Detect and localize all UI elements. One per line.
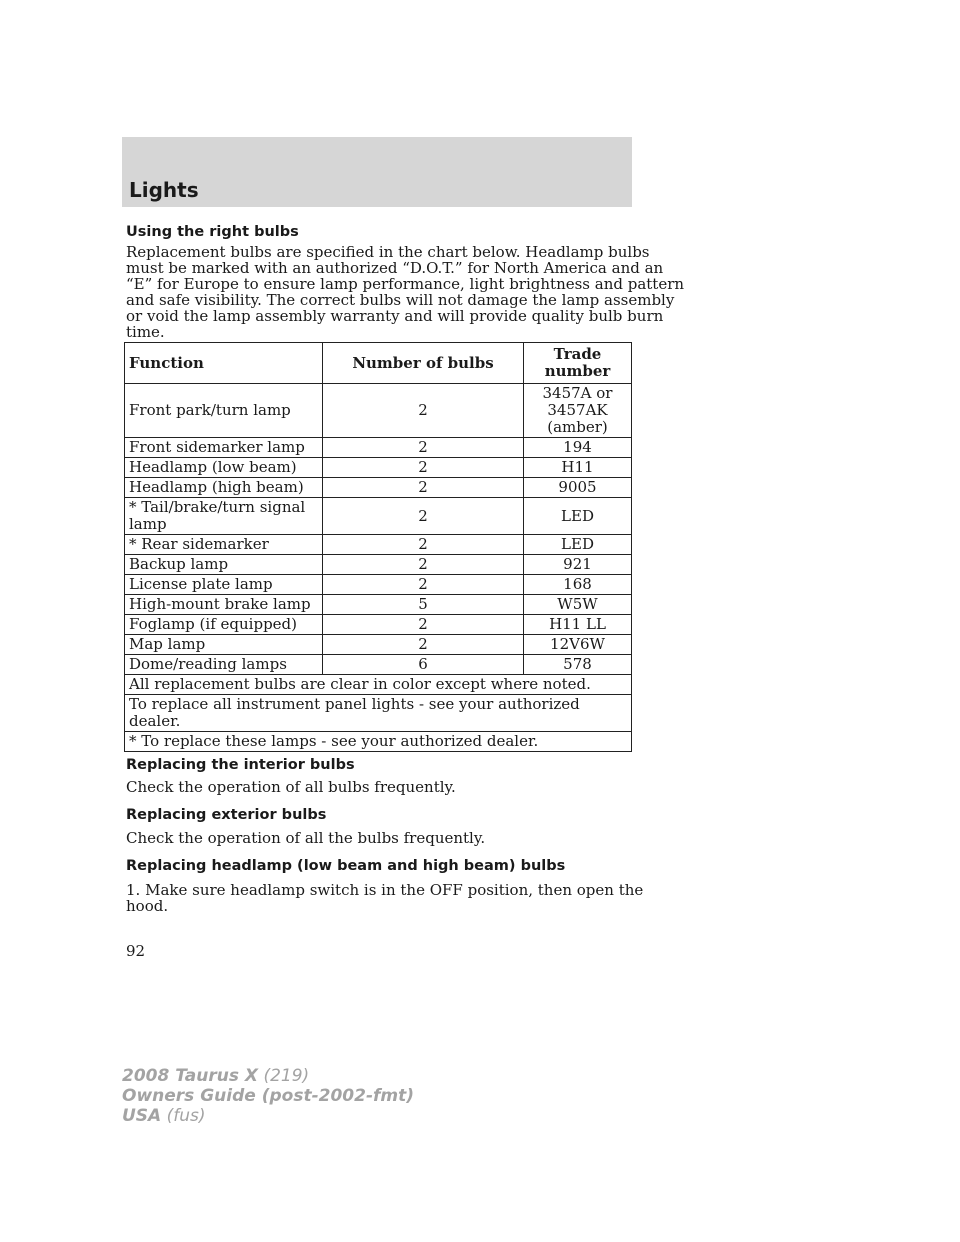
cell-count: 2 bbox=[323, 458, 524, 478]
heading-replacing-headlamp-bulbs: Replacing headlamp (low beam and high beam) bulbs bbox=[126, 858, 566, 874]
cell-trade: LED bbox=[524, 535, 632, 555]
intro-line: “E” for Europe to ensure lamp performance, light brightness and pattern bbox=[126, 275, 685, 293]
section-title: Lights bbox=[129, 178, 199, 202]
table-row bbox=[125, 438, 632, 458]
table-row bbox=[125, 595, 632, 615]
cell-trade: 921 bbox=[524, 555, 632, 575]
cell-count: 2 bbox=[323, 535, 524, 555]
cell-trade: H11 LL bbox=[524, 615, 632, 635]
step-line: 1. Make sure headlamp switch is in the OFF position, then open the bbox=[126, 881, 644, 899]
cell-count: 2 bbox=[323, 615, 524, 635]
cell-trade: W5W bbox=[524, 595, 632, 615]
table-row bbox=[125, 498, 632, 535]
column-header-function: Function bbox=[125, 343, 323, 384]
cell-function: Front park/turn lamp bbox=[125, 384, 323, 438]
table-note-row bbox=[125, 695, 632, 732]
bulb-specification-table bbox=[124, 342, 632, 752]
cell-count: 6 bbox=[323, 655, 524, 675]
cell-trade: 9005 bbox=[524, 478, 632, 498]
table-note: To replace all instrument panel lights - see your authorized dealer. bbox=[125, 695, 632, 732]
table-row bbox=[125, 458, 632, 478]
table-note: All replacement bulbs are clear in color except where noted. bbox=[125, 675, 632, 695]
cell-function: * Rear sidemarker bbox=[125, 535, 323, 555]
cell-trade: LED bbox=[524, 498, 632, 535]
cell-function: License plate lamp bbox=[125, 575, 323, 595]
table-note-row bbox=[125, 732, 632, 752]
cell-count: 2 bbox=[323, 635, 524, 655]
intro-line: and safe visibility. The correct bulbs will not damage the lamp assembly bbox=[126, 291, 675, 309]
table-row bbox=[125, 655, 632, 675]
table-note-row bbox=[125, 675, 632, 695]
footer-model-code: (219) bbox=[263, 1066, 310, 1086]
headlamp-step-paragraph bbox=[126, 881, 644, 915]
column-header-trade-number: Trade number bbox=[524, 343, 632, 384]
cell-count: 2 bbox=[323, 438, 524, 458]
table-row bbox=[125, 635, 632, 655]
cell-function: Front sidemarker lamp bbox=[125, 438, 323, 458]
heading-using-right-bulbs: Using the right bulbs bbox=[126, 224, 299, 240]
footer-line-guide bbox=[122, 1086, 414, 1106]
table-row bbox=[125, 535, 632, 555]
cell-trade: 578 bbox=[524, 655, 632, 675]
cell-count: 2 bbox=[323, 498, 524, 535]
table-row bbox=[125, 575, 632, 595]
cell-function: Dome/reading lamps bbox=[125, 655, 323, 675]
cell-function: Headlamp (low beam) bbox=[125, 458, 323, 478]
cell-count: 2 bbox=[323, 478, 524, 498]
cell-trade: 194 bbox=[524, 438, 632, 458]
step-line: hood. bbox=[126, 897, 169, 915]
cell-function: Map lamp bbox=[125, 635, 323, 655]
heading-replacing-interior-bulbs: Replacing the interior bulbs bbox=[126, 757, 355, 773]
table-header-row bbox=[125, 343, 632, 384]
intro-line: must be marked with an authorized “D.O.T.” for North America and an bbox=[126, 259, 664, 277]
heading-replacing-exterior-bulbs: Replacing exterior bulbs bbox=[126, 807, 327, 823]
exterior-bulbs-text: Check the operation of all the bulbs frequently. bbox=[126, 829, 486, 847]
footer-model: 2008 Taurus X bbox=[122, 1066, 259, 1086]
cell-trade: H11 bbox=[524, 458, 632, 478]
footer-market-code: (fus) bbox=[166, 1106, 206, 1126]
interior-bulbs-text: Check the operation of all bulbs frequently. bbox=[126, 778, 456, 796]
cell-count: 2 bbox=[323, 384, 524, 438]
column-header-number-of-bulbs: Number of bulbs bbox=[323, 343, 524, 384]
footer-guide: Owners Guide (post-2002-fmt) bbox=[122, 1086, 415, 1106]
cell-count: 2 bbox=[323, 555, 524, 575]
intro-paragraph bbox=[126, 243, 685, 341]
footer-line-model bbox=[122, 1066, 414, 1086]
table-row bbox=[125, 478, 632, 498]
table-row bbox=[125, 555, 632, 575]
cell-function: Foglamp (if equipped) bbox=[125, 615, 323, 635]
cell-function: * Tail/brake/turn signal lamp bbox=[125, 498, 323, 535]
table-note: * To replace these lamps - see your authorized dealer. bbox=[125, 732, 632, 752]
footer-market: USA bbox=[122, 1106, 162, 1126]
cell-function: High-mount brake lamp bbox=[125, 595, 323, 615]
intro-line: or void the lamp assembly warranty and will provide quality bulb burn bbox=[126, 307, 664, 325]
cell-function: Headlamp (high beam) bbox=[125, 478, 323, 498]
cell-count: 2 bbox=[323, 575, 524, 595]
cell-function: Backup lamp bbox=[125, 555, 323, 575]
document-footer bbox=[122, 1066, 414, 1126]
intro-line: time. bbox=[126, 323, 165, 341]
table-row bbox=[125, 615, 632, 635]
cell-trade: 168 bbox=[524, 575, 632, 595]
footer-line-market bbox=[122, 1106, 414, 1126]
cell-count: 5 bbox=[323, 595, 524, 615]
table-row bbox=[125, 384, 632, 438]
page-number: 92 bbox=[126, 942, 146, 960]
cell-trade: 12V6W bbox=[524, 635, 632, 655]
intro-line: Replacement bulbs are specified in the chart below. Headlamp bulbs bbox=[126, 243, 650, 261]
cell-trade: 3457A or 3457AK (amber) bbox=[524, 384, 632, 438]
